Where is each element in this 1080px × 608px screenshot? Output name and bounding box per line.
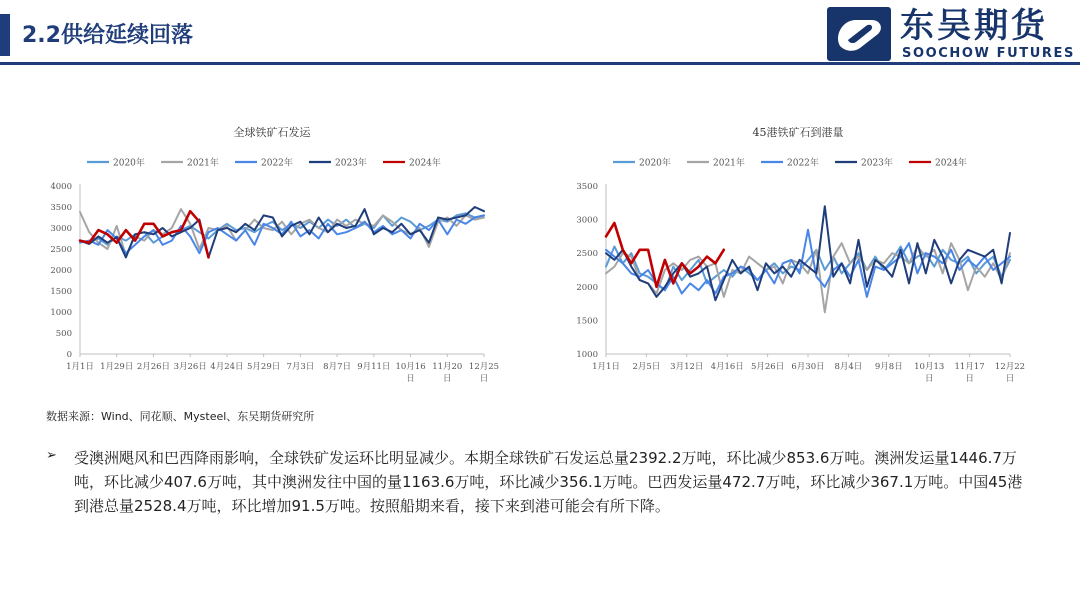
chart-title: 45港铁矿石到港量 [752, 126, 844, 139]
y-tick-label: 3500 [576, 182, 598, 192]
y-tick-label: 1000 [50, 308, 72, 318]
x-tick-label-line2: 日 [965, 374, 974, 384]
x-tick-label: 9月11日 [357, 362, 391, 372]
y-tick-label: 2000 [576, 282, 598, 293]
x-tick-label: 4月24日 [210, 362, 244, 372]
legend-label: 2023年 [335, 158, 367, 169]
x-tick-label: 2月26日 [136, 362, 171, 372]
chart-45-ports-arrivals [548, 120, 1028, 390]
x-tick-label: 2月5日 [632, 362, 661, 372]
legend-label: 2020年 [113, 158, 145, 169]
y-tick-label: 0 [66, 350, 72, 360]
header-rule [0, 62, 1080, 65]
x-tick-label: 1月1日 [592, 362, 620, 372]
chart-global-shipments [22, 120, 502, 390]
chart-45-ports-arrivals-svg [548, 120, 1028, 390]
logo-text-en: SOOCHOW FUTURES [902, 46, 1075, 61]
chart-global-shipments-svg [22, 120, 502, 390]
legend-label: 2024年 [409, 158, 441, 169]
x-tick-label [395, 362, 425, 384]
y-tick-label: 1500 [576, 316, 598, 327]
logo-text-cn: 东吴期货 [900, 6, 1048, 46]
y-tick-label: 3000 [576, 215, 598, 226]
bullet-arrow-icon: ➢ [46, 448, 57, 463]
y-tick-label: 3000 [50, 224, 72, 234]
page-title: 2.2供给延续回落 [22, 23, 193, 48]
x-tick-label: 1月1日 [66, 362, 94, 372]
legend-label: 2022年 [261, 158, 293, 169]
y-tick-label: 4000 [50, 182, 72, 192]
bullet-text: 受澳洲飓风和巴西降雨影响，全球铁矿发运环比明显减少。本期全球铁矿石发运总量2392.2万吨，环比减少853.6万吨。澳洲发运量1446.7万吨，环比减少407.6万吨，其中澳洲发往中国的量1163.6万吨，环比减少356.1万吨。巴西发运量472.7万吨，环比减少367.1万吨。中国45港到港总量2528.4万吨，环比增加91.5万吨。按照船期来看，接下来到港可能会有所下降。 [74, 449, 1023, 515]
x-tick-label: 5月26日 [750, 362, 785, 372]
x-tick-label: 6月30日 [791, 362, 825, 372]
y-tick-label: 500 [55, 329, 72, 339]
x-tick-label: 3月26日 [173, 362, 207, 372]
legend-label: 2021年 [713, 158, 745, 169]
chart-title: 全球铁矿石发运 [233, 126, 311, 139]
y-tick-label: 3500 [50, 203, 72, 213]
x-tick-label: 8月7日 [323, 362, 352, 372]
y-tick-label: 2000 [50, 266, 72, 276]
x-tick-label: 3月12日 [670, 362, 704, 372]
header-accent-bar [0, 14, 10, 56]
x-tick-label-line2: 日 [479, 374, 489, 384]
x-tick-label [955, 362, 985, 384]
logo-mark-icon [826, 6, 892, 62]
x-tick-label-line1: 10月16 [395, 362, 426, 372]
x-tick-label [469, 362, 499, 384]
series-line-2024年 [606, 223, 724, 287]
x-tick-label-line2: 日 [924, 374, 934, 384]
y-tick-label: 1500 [50, 287, 72, 297]
x-tick-label-line1: 10月13 [914, 362, 945, 372]
x-tick-label [995, 362, 1025, 384]
legend-label: 2022年 [787, 158, 819, 169]
x-tick-label-line1: 11月17 [954, 362, 985, 372]
x-tick-label-line2: 日 [443, 374, 452, 384]
legend-label: 2021年 [187, 158, 219, 169]
x-tick-label-line1: 12月22 [994, 362, 1026, 372]
y-tick-label: 2500 [576, 249, 598, 260]
x-tick-label: 7月3日 [286, 362, 315, 372]
source-note: 数据来源：Wind、同花顺、Mysteel、东吴期货研究所 [46, 410, 315, 423]
legend-label: 2020年 [639, 158, 671, 169]
x-tick-label: 9月8日 [874, 362, 903, 372]
x-tick-label [914, 362, 944, 384]
y-tick-label: 2500 [50, 245, 72, 255]
x-tick-label: 5月29日 [247, 362, 281, 372]
x-tick-label-line2: 日 [406, 374, 415, 384]
x-tick-label-line2: 日 [1005, 374, 1015, 384]
x-tick-label-line1: 12月25 [468, 362, 500, 372]
legend-label: 2023年 [861, 158, 893, 169]
legend-label: 2024年 [935, 158, 967, 169]
y-tick-label: 1000 [576, 350, 598, 360]
x-tick-label: 4月16日 [710, 362, 744, 372]
x-tick-label: 1月29日 [100, 362, 134, 372]
x-tick-label [432, 362, 462, 384]
x-tick-label-line1: 11月20 [432, 362, 463, 372]
x-tick-label: 8月4日 [834, 362, 863, 372]
company-logo [826, 6, 1076, 62]
